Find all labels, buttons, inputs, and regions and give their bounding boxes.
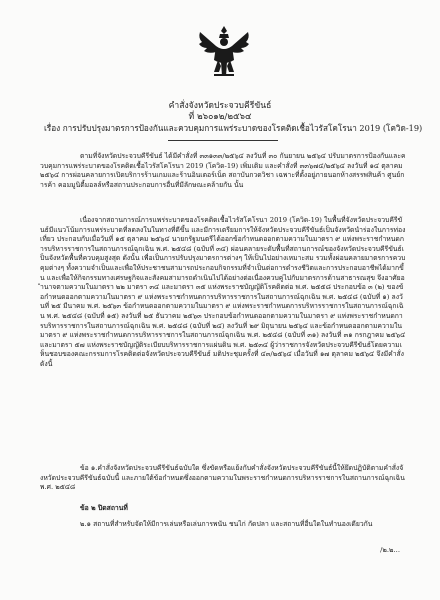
paragraph-background [40, 152, 406, 190]
clause-2-1 [40, 520, 406, 530]
paragraph-text: ตามที่จังหวัดประจวบคีรีขันธ์ ได้มีคำสั่งที่ ๓๓๑๓๓/๒๕๖๔ ลงวันที่ ๓๐ กันยายน ๒๕๖๔ ปรับมาตรการป้องกันและควบคุมการแพร่ระบาดของโรคติดเชื้อไวรัสโคโรนา 2019 (โควิด-19) เพิ่มเติม และคำสั่งที่ ๓๓๖๗๔/๒๕๖๔ ลงวันที่ ๑๔ ตุลาคม ๒๕๖๔ การผ่อนคลายการเปิดบริการร้านเกมและร้านอินเตอร์เน็ต สถาบันกวดวิชา เฉพาะที่ตั้งอยู่ภายนอกห้างสรรพสินค้า ศูนย์การค้า คอมมูนิตี้มอลล์หรือสถานประกอบการอื่นที่มีลักษณะคล้ายกัน นั้น [40, 152, 406, 189]
clause-heading-text: ข้อ ๒ ปิดสถานที่ [80, 504, 128, 512]
document-number: ที่ ๒๖๐๑๒/๒๕๖๔ [188, 112, 252, 122]
paragraph-text: เนื่องจากสถานการณ์การแพร่ระบาดของโรคติดเชื้อไวรัสโคโรนา 2019 (โควิด-19) ในพื้นที่จังหวัดประจวบคีรีขันธ์มีแนวโน้มการแพร่ระบาดที่ลดลงในในทางที่ดีขึ้น และมีการเตรียมการให้จังหวัดประจวบคีรีขันธ์เป็นจังหวัดนำร่องในการท่องเที่ยว ประกอบกับเมื่อวันที่ ๑๕ ตุลาคม ๒๕๖๔ นายกรัฐมนตรีได้ออกข้อกำหนดออกตามความในมาตรา ๙ แห่งพระราชกำหนดการบริหารราชการในสถานการณ์ฉุกเฉิน พ.ศ. ๒๕๔๘ (ฉบับที่ ๓๔) ผ่อนคลายระดับพื้นที่สถานการณ์ของจังหวัดประจวบคีรีขันธ์เป็นจังหวัดพื้นที่ควบคุมสูงสุด ดังนั้น เพื่อเป็นการปรับปรุงมาตรการต่างๆ ให้เป็นไปอย่างเหมาะสม รวมทั้งผ่อนคลายมาตรการควบคุมต่างๆ ทั้งความจำเป็นและเพื่อให้ประชาชนสามารถประกอบกิจกรรมที่จำเป็นต่อการดำรงชีวิตและการประกอบอาชีพได้มากขึ้น และเพื่อให้กิจกรรมทางเศรษฐกิจและสังคมสามารถดำเนินไปได้อย่างต่อเนื่องควบคู่ไปกับมาตรการด้านสาธารณสุข จึงอาศัยอำนาจตามความในมาตรา ๒๒ มาตรา ๓๔ และมาตรา ๓๕ แห่งพระราชบัญญัติโรคติดต่อ พ.ศ. ๒๕๕๘ ประกอบข้อ ๓ (๒) ของข้อกำหนดออกตามความในมาตรา ๙ แห่งพระราชกำหนดการบริหารราชการในสถานการณ์ฉุกเฉิน พ.ศ. ๒๕๔๘ (ฉบับที่ ๑) ลงวันที่ ๒๕ มีนาคม พ.ศ. ๒๕๖๓ ข้อกำหนดออกตามความในมาตรา ๙ แห่งพระราชกำหนดการบริหารราชการในสถานการณ์ฉุกเฉิน พ.ศ. ๒๕๔๘ (ฉบับที่ ๑๕) ลงวันที่ ๒๕ ธันวาคม ๒๕๖๓ ประกอบข้อกำหนดออกตามความในมาตรา ๙ แห่งพระราชกำหนดการบริหารราชการในสถานการณ์ฉุกเฉิน พ.ศ. ๒๕๔๘ (ฉบับที่ ๒๔) ลงวันที่ ๒๙ มิถุนายน ๒๕๖๔ และข้อกำหนดออกตามความในมาตรา ๙ แห่งพระราชกำหนดการบริหารราชการในสถานการณ์ฉุกเฉิน พ.ศ. ๒๕๔๘ (ฉบับที่ ๓๑) ลงวันที่ ๓๑ กรกฎาคม ๒๕๖๔ และมาตรา ๕๗ แห่งพระราชบัญญัติระเบียบบริหารราชการแผ่นดิน พ.ศ. ๒๕๓๔ ผู้ว่าราชการจังหวัดประจวบคีรีขันธ์โดยความเห็นชอบของคณะกรรมการโรคติดต่อจังหวัดประจวบคีรีขันธ์ มติประชุมครั้งที่ ๔๓/๒๕๖๔ เมื่อวันที่ ๑๗ ตุลาคม ๒๕๖๔ จึงมีคำสั่ง ดังนี้ [40, 216, 406, 368]
garuda-emblem-icon [196, 22, 252, 82]
page-continuation-mark: /๒.๒... [380, 546, 400, 554]
paragraph-text: ข้อ ๑.คำสั่งจังหวัดประจวบคีรีขันธ์ฉบับใด ซึ่งขัดหรือแย้งกับคำสั่งจังหวัดประจวบคีรีขันธ์นี้ให้ยึดปฏิบัติตามคำสั่งจังหวัดประจวบคีรีขันธ์ฉบับนี้ และภายใต้ข้อกำหนดซึ่งออกตามความในพระราชกำหนดการบริหารราชการในสถานการณ์ฉุกเฉิน พ.ศ. ๒๕๔๘ [40, 464, 405, 492]
document-subject: เรื่อง การปรับปรุงมาตรการป้องกันและควบคุมการแพร่ระบาดของโรคติดเชื้อไวรัสโคโรนา 2019 (โควิด-19) [44, 123, 423, 133]
clause-1 [40, 464, 406, 493]
document-org-title: คำสั่งจังหวัดประจวบคีรีขันธ์ [168, 101, 272, 111]
paragraph-reasons [40, 216, 406, 370]
clause-2-heading [40, 504, 406, 514]
paragraph-text: ๒.๑ สถานที่สำหรับจัดให้มีการเล่นหรือเล่นการพนัน ชนไก่ กัดปลา และสถานที่อื่นใดในทำนองเดียวกัน [80, 520, 373, 528]
header-divider [168, 140, 278, 141]
